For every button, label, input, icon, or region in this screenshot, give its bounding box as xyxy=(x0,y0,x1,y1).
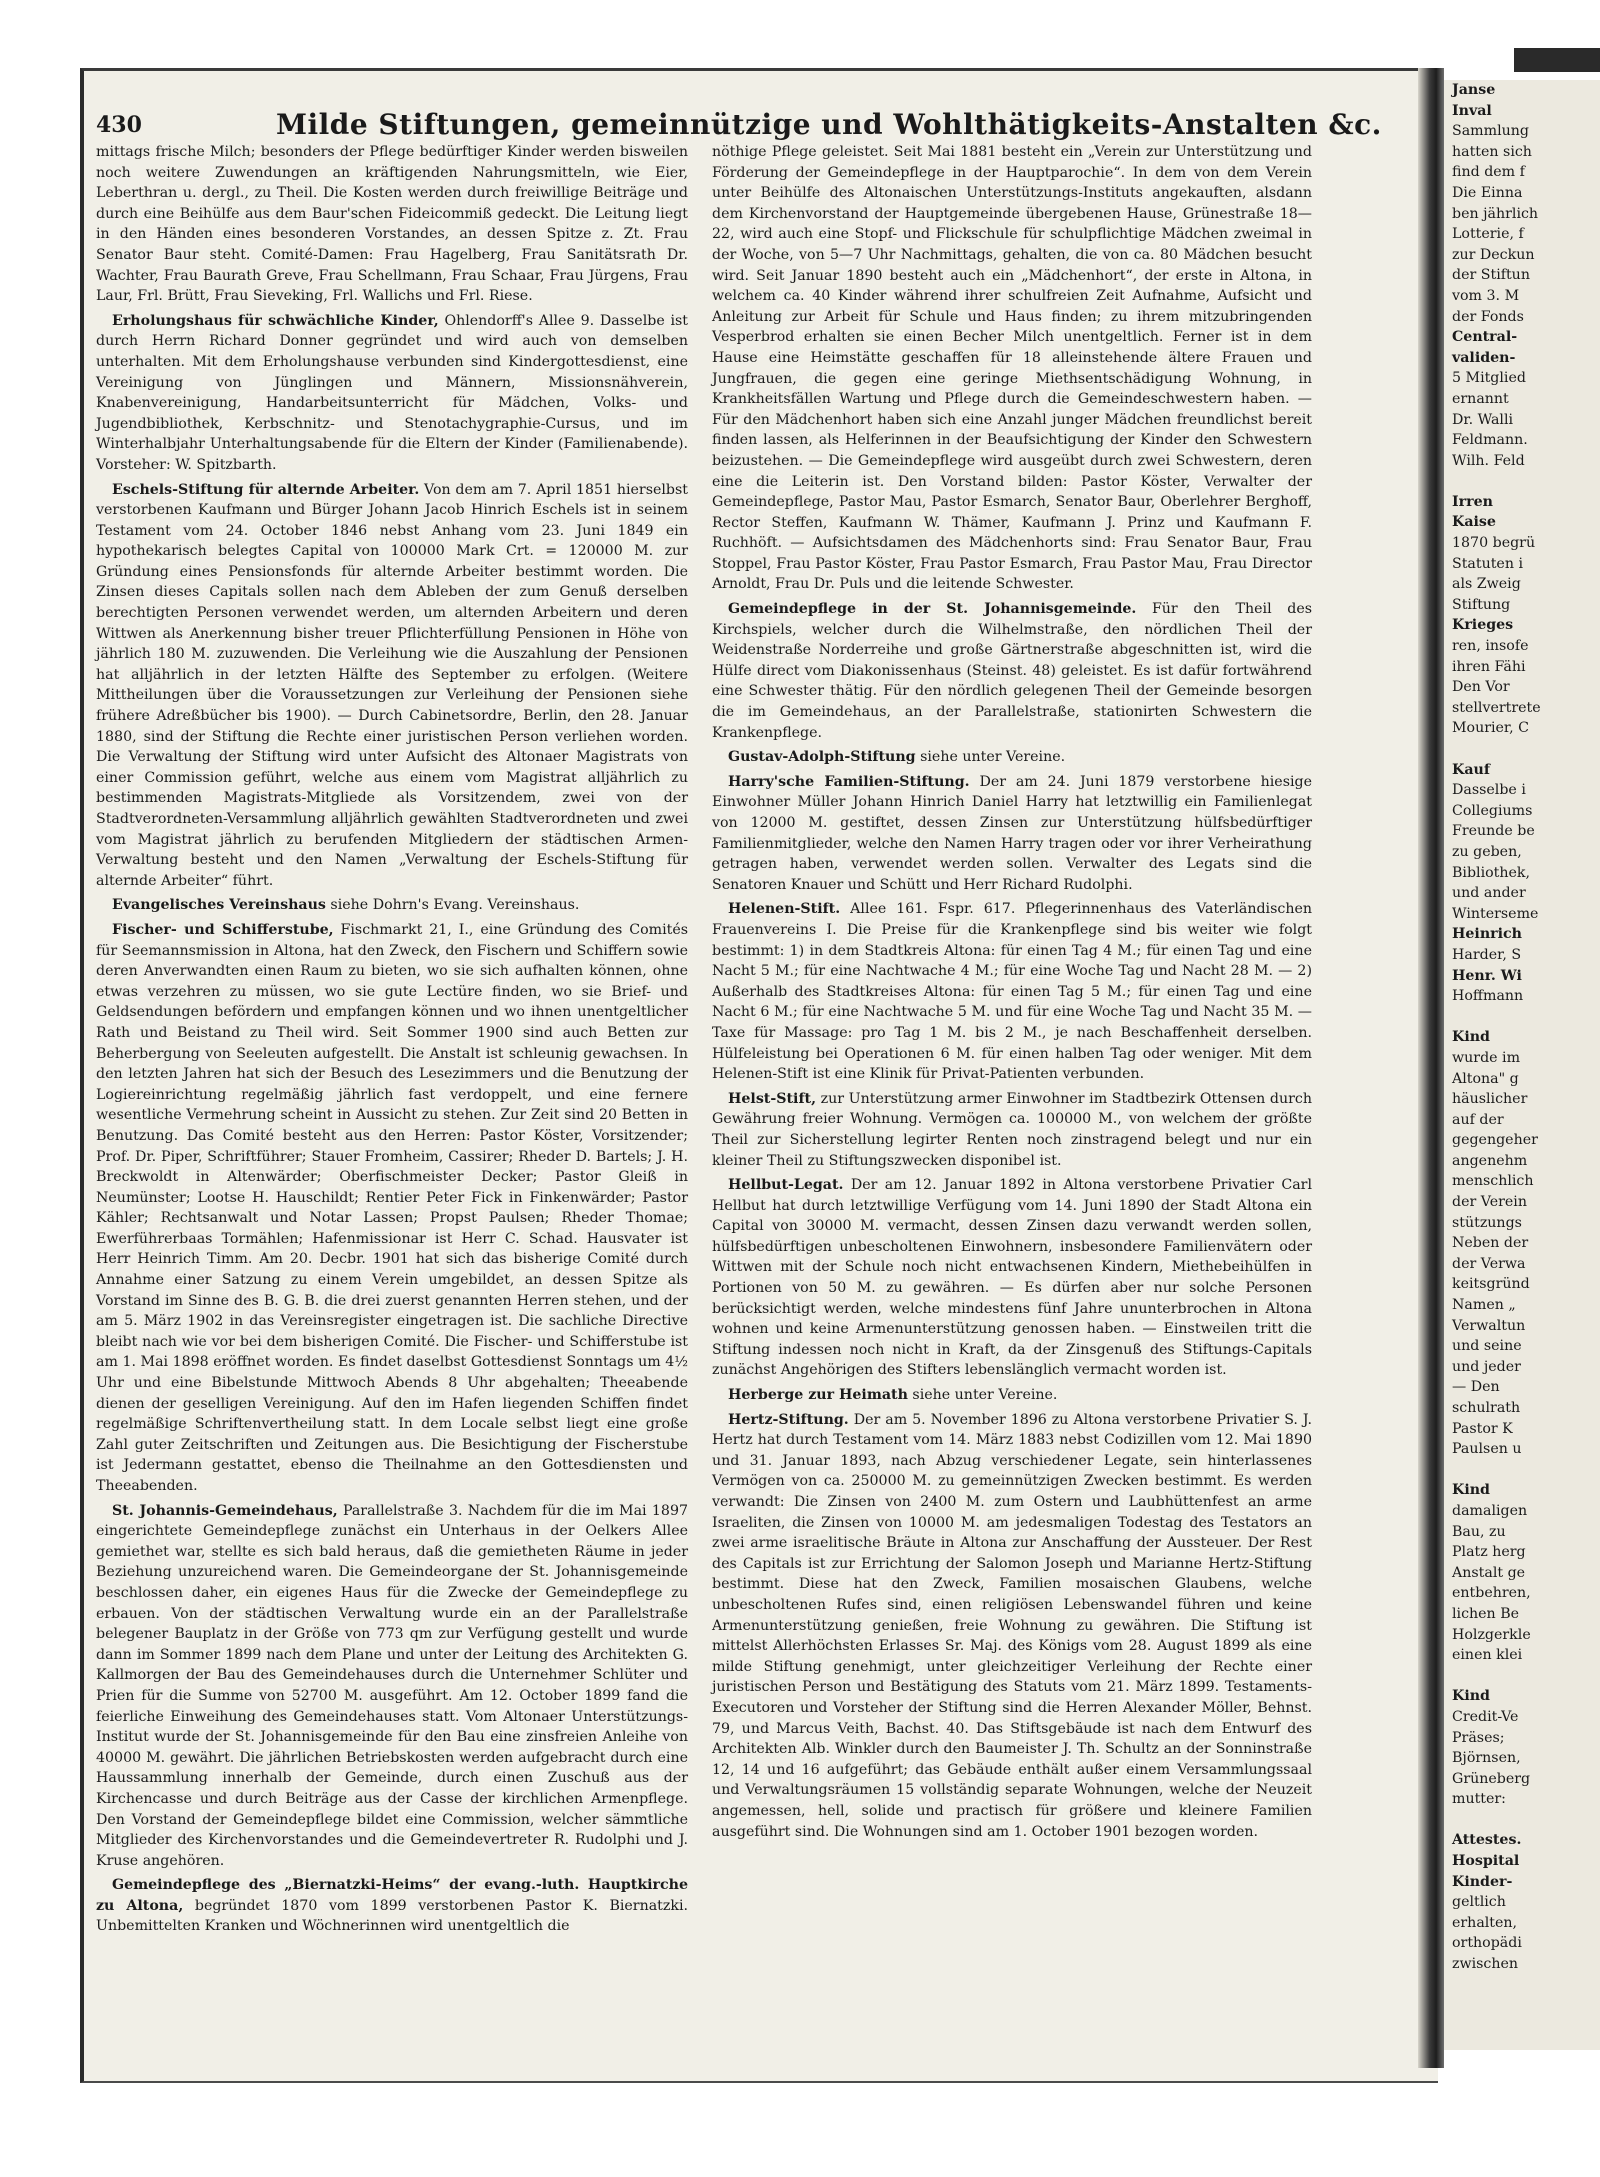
right-page-line: Collegiums xyxy=(1452,802,1533,819)
right-page-line: Präses; xyxy=(1452,1729,1505,1746)
entry-text: Der am 5. November 1896 zu Altona verstorbene Privatier S. J. Hertz hat durch Testament vom 14. März 1883 nebst Codizillen vom 12. Mai 1890 und 31. Januar 1893, nach Abzug verschiedener Legate, sein hinterlassenes Vermögen von ca. 250000 M. zu gemeinnützigen Zwecken bestimmt. Es werden verwandt: Die Zinsen von 2400 M. zum Ostern und Laubhüttenfest an arme Israeliten, die Zinsen von 10000 M. am jedesmaligen Todestag des Testators an zwei arme israelitische Bräute in Altona zur Anschaffung der Aussteuer. Der Rest des Capitals ist zur Errichtung der Salomon Joseph und Marianne Hertz-Stiftung bestimmt. Diese hat den Zweck, Familien mosaischen Glaubens, welche unbescholtenen Rufes sind, einen religiösen Lebenswandel führen und keine Armenunterstützung genießen, freie Wohnung zu gewähren. Die Stiftung ist mittelst Allerhöchsten Erlasses Sr. Maj. des Königs vom 28. August 1899 als eine milde Stiftung genehmigt, unter gleichzeitiger Verleihung der Rechte einer juristischen Person und Bestätigung des Statuts vom 21. März 1899. Testaments-Executoren und Vorsteher der Stiftung sind die Herren Alexander Möller, Behnst. 79, und Marcus Veith, Bachst. 40. Das Stiftsgebäude ist nach dem Entwurf des Architekten Alb. Winkler durch den Baumeister J. Th. Schultz an der Sonninstraße 12, 14 und 16 aufgeführt; das Gebäude enthält außer einem Versammlungssaal und Verwaltungsräumen 15 vollständig separate Wohnungen, welche der Neuzeit angemessen, hell, solide und practisch für größere und kleinere Familien ausgeführt sind. Die Wohnungen sind am 1. October 1901 bezogen worden. xyxy=(712,1411,1312,1840)
article-entry xyxy=(712,1175,1312,1381)
right-page-line: Attestes. xyxy=(1452,1832,1522,1849)
right-page-line: der Verein xyxy=(1452,1194,1527,1211)
right-page-line: 1870 begrü xyxy=(1452,535,1536,552)
entry-text: begründet 1870 vom 1899 verstorbenen Pastor K. Biernatzki. Unbemittelten Kranken und Wöchnerinnen wird unentgeltlich die xyxy=(96,1897,689,1935)
right-page-line: Holzgerkle xyxy=(1452,1626,1531,1643)
entry-heading: Eschels-Stiftung für alternde Arbeiter. xyxy=(112,481,420,498)
right-page-line: wurde im xyxy=(1452,1049,1521,1066)
right-page-line: stützungs xyxy=(1452,1214,1522,1231)
right-page-line: Platz herg xyxy=(1452,1544,1526,1561)
right-page-line: auf der xyxy=(1452,1111,1504,1128)
running-title: Milde Stiftungen, gemeinnützige und Wohlthätigkeits-Anstalten &c. xyxy=(276,108,1382,141)
right-page-line: Paulsen u xyxy=(1452,1441,1522,1458)
right-page-line: Janse xyxy=(1452,82,1496,98)
right-page-line: zu geben, xyxy=(1452,843,1522,860)
right-page-line: und seine xyxy=(1452,1338,1522,1355)
right-page-line: Kind xyxy=(1452,1688,1490,1705)
right-page-line: schulrath xyxy=(1452,1400,1521,1416)
entry-heading: Helst-Stift, xyxy=(728,1090,817,1107)
right-page-line: — Den xyxy=(1452,1379,1500,1396)
entry-text: Der am 12. Januar 1892 in Altona verstorbene Privatier Carl Hellbut hat durch letztwillige Verfügung vom 14. Juni 1890 der Stadt Altona ein Capital von 30000 M. vermacht, dessen Zinsen dazu verwandt werden sollen, hülfsbedürftigen unbescholtenen Einwohnern, insbesondere Familienvätern oder Wittwen mit der Schule noch nicht entwachsenen Kindern, Miethebeihülfen in Portionen von 50 M. zu gewähren. — Es dürfen aber nur solche Personen berücksichtigt werden, welche mindestens fünf Jahre ununterbrochen in Altona wohnen und keine Armenunterstützung genossen haben. — Einstweilen tritt die Stiftung indessen noch nicht in Kraft, da der Zinsgenuß des Stiftungs-Capitals zunächst Angehörigen des Stifters lebenslänglich vermacht worden ist. xyxy=(712,1177,1312,1379)
right-page-line: der Verwa xyxy=(1452,1255,1526,1272)
right-page-line: gegengeher xyxy=(1452,1132,1538,1149)
right-page-line: erhalten, xyxy=(1452,1914,1518,1931)
right-page-line: Stiftung xyxy=(1452,596,1511,613)
scan-corner-mark xyxy=(1514,48,1600,72)
right-page-line: Bibliothek, xyxy=(1452,864,1531,881)
entry-text: Ohlendorff's Allee 9. Dasselbe ist durch Herrn Richard Donner gegründet und wird auch von demselben unterhalten. Mit dem Erholungshause verbunden sind Kindergottesdienst, eine Vereinigung von Jünglingen und Männern, Missionsnähverein, Knabenvereinigung, Handarbeitsunterricht für Mädchen, Volks- und Jugendbibliothek, Kerbschnitz- und Stenotachygraphie-Cursus, und im Winterhalbjahr Unterhaltungsabende für die Eltern der Kinder (Familienabende). Vorsteher: W. Spitzbarth. xyxy=(96,312,688,473)
right-page-line xyxy=(1444,471,1600,492)
right-page-line: Lotterie, f xyxy=(1452,226,1524,243)
right-page-line xyxy=(1444,1666,1600,1687)
article-entry xyxy=(96,1501,688,1872)
right-page-line: der Stiftun xyxy=(1452,267,1530,284)
right-page-line: der Fonds xyxy=(1452,308,1524,325)
entry-text: nöthige Pflege geleistet. Seit Mai 1881 besteht ein „Verein zur Unterstützung und Förderung der Gemeindepflege in der Hauptparochie“. In dem von dem Verein unter Beihülfe des Altonaischen Unterstützungs-Instituts angekauften, alsdann dem Kirchenvorstand der Hauptgemeinde übergebenen Hause, Grünestraße 18—22, wird auch eine Stopf- und Flickschule für schulpflichtige Mädchen zweimal in der Woche, von 5—7 Uhr Nachmittags, gehalten, die von ca. 80 Mädchen besucht wird. Seit Januar 1890 besteht auch ein „Mädchenhort“, der erste in Altona, in welchem ca. 40 Kinder während ihrer schulfreien Zeit Aufnahme, Aufsicht und Anleitung zur Arbeit für Schule und Haus finden; zu ihrem mitzubringenden Vesperbrod erhalten sie einen Becher Milch unentgeltlich. Ferner ist in dem Hause eine Heimstätte geschaffen für 18 alleinstehende ältere Frauen und Jungfrauen, die gegen eine geringe Miethsentschädigung Wohnung, in Krankheitsfällen Wartung und Pflege durch die Gemeindeschwestern haben. — Für den Mädchenhort haben sich eine Anzahl junger Mädchen freundlichst bereit finden lassen, als Helferinnen in der Beaufsichtigung der Kinder den Schwestern beizustehen. — Die Gemeindepflege wird ausgeübt durch zwei Schwestern, deren eine die Leiterin ist. Den Vorstand bilden: Pastor Köster, Verwalter der Gemeindepflege, Pastor Mau, Pastor Esmarch, Senator Baur, Oberlehrer Berghoff, Rector Steffen, Kaufmann W. Thämer, Kaufmann J. Prinz und Kaufmann F. Ruchhöft. — Aufsichtsdamen des Mädchenhorts sind: Frau Senator Baur, Frau Stoppel, Frau Pastor Köster, Frau Pastor Esmarch, Frau Pastor Mau, Frau Director Arnoldt, Frau Dr. Puls und die leitende Schwester. xyxy=(712,144,1312,593)
entry-heading: Herberge zur Heimath xyxy=(728,1387,908,1404)
right-page-fragment xyxy=(1444,80,1600,2050)
right-page-line: Wilh. Feld xyxy=(1452,452,1525,469)
right-page-line: Statuten i xyxy=(1452,555,1523,572)
right-page-line: lichen Be xyxy=(1452,1605,1520,1622)
article-entry xyxy=(712,142,1312,595)
right-page-line: Dr. Walli xyxy=(1452,411,1514,428)
right-page-line: Kaise xyxy=(1452,514,1496,531)
entry-text: siehe Dohrn's Evang. Vereinshaus. xyxy=(325,897,580,914)
entry-text: siehe unter Vereine. xyxy=(915,749,1066,766)
page-header xyxy=(96,108,1416,142)
right-page-line: ren, insofe xyxy=(1452,638,1529,655)
entry-text: mittags frische Milch; besonders der Pflege bedürftiger Kinder werden bisweilen noch weitere Zuwendungen an kräftigenden Nahrungsmitteln, wie Eier, Leberthran u. dergl., zu Theil. Die Kosten werden durch freiwillige Beiträge und durch eine Beihülfe aus dem Baur'schen Fideicommiß gedeckt. Die Leitung liegt in den Händen eines besonderen Vorstandes, an dessen Spitze z. Zt. Frau Senator Baur steht. Comité-Damen: Frau Hagelberg, Frau Sanitätsrath Dr. Wachter, Frau Baurath Greve, Frau Schellmann, Frau Schaar, Frau Jürgens, Frau Laur, Frl. Brütt, Frau Sieveking, Frl. Wallichs und Frl. Riese. xyxy=(96,144,688,305)
right-page-line: Kauf xyxy=(1452,761,1490,778)
entry-heading: Hellbut-Legat. xyxy=(728,1177,844,1194)
right-page-line: Den Vor xyxy=(1452,679,1510,696)
article-entry xyxy=(96,920,688,1497)
article-entry xyxy=(96,1875,688,1937)
book-fold xyxy=(1418,68,1444,2068)
right-page-line: Kinder- xyxy=(1452,1873,1513,1890)
right-page-line: Central- xyxy=(1452,329,1518,346)
right-page-line: häuslicher xyxy=(1452,1091,1528,1108)
right-page-line: Dasselbe i xyxy=(1452,782,1526,799)
article-entry xyxy=(712,1410,1312,1842)
entry-text: Fischmarkt 21, I., eine Gründung des Comités für Seemannsmission in Altona, hat den Zweck, den Fischern und Schiffern sowie deren Anverwandten einen Raum zu bieten, wo sie sich aufhalten können, ohne etwas verzehren zu müssen, wo sie gute Lectüre finden, wo sie Brief- und Geldsendungen befördern und empfangen können und wo ihnen unentgeltlicher Rath und Beistand zu Theil wird. Seit Sommer 1900 sind auch Betten zur Beherbergung von Seeleuten aufgestellt. Die Anstalt ist schleunig gewachsen. In den letzten Jahren hat sich der Besuch des Lesezimmers und die Benutzung der Logiereinrichtung regelmäßig jährlich fast verdoppelt, und eine fernere wesentliche Vermehrung scheint in Aussicht zu stehen. Zur Zeit sind 20 Betten in Benutzung. Das Comité besteht aus den Herren: Pastor Köster, Vorsitzender; Prof. Dr. Piper, Schriftführer; Stauer Fromheim, Cassirer; Rheder D. Bartels; J. H. Breckwoldt in Altenwärder; Oberfischmeister Decker; Pastor Gleiß in Neumünster; Lootse H. Hauschildt; Rentier Peter Fick in Finkenwärder; Pastor Kähler; Rechtsanwalt und Notar Lassen; Propst Paulsen; Rheder Thomae; Ewerführerbaas Tormählen; Hafenmissionar ist Herr C. Schad. Hausvater ist Herr Heinrich Timm. Am 20. Decbr. 1901 hat sich das bisherige Comité durch Annahme einer Satzung zu einem Verein umgebildet, an dessen Spitze als Vorstand im Sinne des B. G. B. die drei zuerst genannten Herren stehen, und der am 5. März 1902 in das Vereinsregister eingetragen ist. Die sachliche Directive bleibt nach wie vor bei dem bisherigen Comité. Die Fischer- und Schifferstube ist am 1. Mai 1898 eröffnet worden. Es findet daselbst Gottesdienst Sonntags um 4½ Uhr und eine Bibelstunde Mittwoch Abends 8 Uhr abgehalten; Theeabende dienen der geselligen Vereinigung. Auf den im Hafen liegenden Schiffen findet regelmäßige Schriftenvertheilung statt. In dem Locale selbst liegt eine große Zahl guter Zeitschriften und Zeitungen aus. Die Besichtigung der Fischerstube ist Jedermann gestattet, ebenso die Theilnahme an den Gottesdiensten und Theeabenden. xyxy=(96,921,688,1494)
right-page-line: Kind xyxy=(1452,1482,1490,1499)
right-page-line: Kind xyxy=(1452,1029,1490,1046)
right-page-line: Anstalt ge xyxy=(1452,1564,1526,1581)
entry-heading: Helenen-Stift. xyxy=(728,901,841,918)
right-page-line: damaligen xyxy=(1452,1502,1528,1519)
right-page-line: zwischen xyxy=(1452,1956,1519,1973)
entry-text: zur Unterstützung armer Einwohner im Stadtbezirk Ottensen durch Gewährung freier Wohnung. Vermögen ca. 100000 M., von welchem der größte Theil zur Sicherstellung legirter Renten noch zinstragend belegt und nur ein kleiner Theil zu Stiftungszwecken disponibel ist. xyxy=(712,1090,1312,1169)
entry-heading: Fischer- und Schifferstube, xyxy=(112,921,334,938)
article-entry xyxy=(96,895,688,916)
article-entry xyxy=(712,772,1312,896)
right-page-line: find dem f xyxy=(1452,164,1525,181)
page-number: 430 xyxy=(96,112,142,138)
right-page-line: Neben der xyxy=(1452,1235,1529,1252)
entry-text: Der am 24. Juni 1879 verstorbene hiesige Einwohner Müller Johann Hinrich Daniel Harry hat letztwillig ein Familienlegat von 12000 M. gestiftet, dessen Zinsen zur Unterstützung hülfsbedürftiger Familienmitglieder, welche den Namen Harry tragen oder vor ihrer Verheirathung getragen haben, verwendet werden sollen. Verwalter des Legats sind die Senatoren Knauer und Schütt und Herr Richard Rudolphi. xyxy=(712,773,1312,893)
right-page-line: Harder, S xyxy=(1452,946,1522,963)
right-page-line: angenehm xyxy=(1452,1152,1528,1169)
right-page-line: Namen „ xyxy=(1452,1297,1516,1314)
article-entry xyxy=(712,599,1312,743)
right-page-line: als Zweig xyxy=(1452,576,1521,593)
right-page-line: Altona" g xyxy=(1452,1070,1519,1087)
article-entry xyxy=(96,142,688,307)
right-page-line: Feldmann. xyxy=(1452,432,1528,449)
right-page-line: Heinrich xyxy=(1452,926,1522,943)
right-page-line: Irren xyxy=(1452,493,1493,510)
entry-heading: Hertz-Stiftung. xyxy=(728,1411,849,1428)
right-page-line: Bau, zu xyxy=(1452,1523,1506,1540)
right-page-line: Inval xyxy=(1452,102,1492,119)
right-page-line: Credit-Ve xyxy=(1452,1708,1519,1725)
right-page-line: Hospital xyxy=(1452,1853,1520,1870)
right-page-line: hatten sich xyxy=(1452,143,1532,160)
entry-heading: Erholungshaus für schwächliche Kinder, xyxy=(112,312,439,329)
right-page-line: Pastor K xyxy=(1452,1420,1513,1437)
right-page-line: entbehren, xyxy=(1452,1585,1531,1602)
right-page-line: Krieges xyxy=(1452,617,1514,634)
scan-margin xyxy=(0,0,1600,48)
article-entry xyxy=(712,1385,1312,1406)
article-entry xyxy=(96,311,688,476)
right-page-line: ernannt xyxy=(1452,390,1509,407)
entry-text: Von dem am 7. April 1851 hierselbst verstorbenen Kaufmann und Bürger Johann Jacob Hinrich Eschels ist in seinem Testament vom 24. October 1846 nebst Anhang vom 23. Juni 1849 ein hypothekarisch belegtes Capital von 100000 Mark Crt. = 120000 M. zur Gründung eines Pensionsfonds für alternde Arbeiter bestimmt worden. Die Zinsen dieses Capitals sollen nach dem Ableben der zum Genuß derselben berechtigten Personen verwendet werden, um alternden Arbeitern und deren Wittwen als Anerkennung bisher treuer Pflichterfüllung Pensionen in Höhe von jährlich 180 M. zuzuwenden. Die Verleihung wie die Auszahlung der Pensionen hat alljährlich in der letzten Hälfte des September zu erfolgen. (Weitere Mittheilungen über die Voraussetzungen zur Verleihung der Pensionen siehe frühere Adreßbücher bis 1900). — Durch Cabinetsordre, Berlin, den 28. Januar 1880, sind der Stiftung die Rechte einer juristischen Person verliehen worden. Die Verwaltung der Stiftung wird unter Aufsicht des Altonaer Magistrats von einer Commission geführt, welche aus einem vom Magistrat alljährlich zu bestimmenden Magistrats-Mitgliede als Vorsitzendem, zwei von der Stadtverordneten-Versammlung alljährlich gewählten Stadtverordneten und zwei vom Magistrat jährlich zu berufenden Mitgliedern der städtischen Armen-Verwaltung besteht und den Namen „Verwaltung der Eschels-Stiftung für alternde Arbeiter“ führt. xyxy=(96,481,688,889)
right-page-line: validen- xyxy=(1452,349,1516,366)
right-column xyxy=(712,142,1312,1846)
right-page-line: zur Deckun xyxy=(1452,246,1535,263)
right-page-line: Björnsen, xyxy=(1452,1750,1521,1767)
right-page-line: Grüneberg xyxy=(1452,1770,1531,1787)
entry-text: Für den Theil des Kirchspiels, welcher durch die Wilhelmstraße, den nördlichen Theil der Weidenstraße Norderreihe und große Gärtnerstraße abgeschnitten ist, wird die Hülfe direct vom Diakonissenhaus (Steinst. 48) geleistet. Es ist dafür fortwährend eine Schwester thätig. Für den nördlich gelegenen Theil der Gemeinde besorgen die im Gemeindehaus, an der Parallelstraße, stationirten Schwestern die Krankenpflege. xyxy=(712,601,1312,741)
right-page-line xyxy=(1444,739,1600,760)
right-page-line: Winterseme xyxy=(1452,905,1539,922)
entry-text: Allee 161. Fspr. 617. Pflegerinnenhaus des Vaterländischen Frauenvereins I. Die Preise für die Krankenpflege sind bis weiter wie folgt bestimmt: 1) in dem Stadtkreis Altona: für einen Tag 4 M.; für einen Tag und eine Nacht 5 M.; für eine Nachtwache 4 M.; für eine Woche Tag und Nacht 28 M. — 2) Außerhalb des Stadtkreises Altona: für einen Tag 5 M.; für einen Tag und eine Nacht 6 M.; für eine Nachtwache 5 M. und für eine Woche Tag und Nacht 35 M. — Taxe für Massage: pro Tag 1 M. bis 2 M., je nach Beschaffenheit derselben. Hülfeleistung bei Operationen 6 M. für einen halben Tag oder weniger. Mit dem Helenen-Stift ist eine Klinik für Privat-Patienten verbunden. xyxy=(712,901,1312,1083)
article-entry xyxy=(712,747,1312,768)
right-page-line: menschlich xyxy=(1452,1173,1534,1190)
right-page-line: Mourier, C xyxy=(1452,720,1530,737)
entry-text: siehe unter Vereine. xyxy=(907,1387,1058,1404)
entry-heading: St. Johannis-Gemeindehaus, xyxy=(112,1502,338,1519)
right-page-line: und ander xyxy=(1452,885,1526,902)
left-column xyxy=(96,142,688,1941)
right-page-line: vom 3. M xyxy=(1452,287,1520,304)
right-page-line: 5 Mitglied xyxy=(1452,370,1526,387)
right-page-line: keitsgründ xyxy=(1452,1276,1530,1293)
entry-heading: Harry'sche Familien-Stiftung. xyxy=(728,773,970,790)
right-page-line: Henr. Wi xyxy=(1452,967,1522,984)
article-entry xyxy=(712,1089,1312,1171)
entry-text: Parallelstraße 3. Nachdem für die im Mai 1897 eingerichtete Gemeindepflege zunächst ein Unterhaus in der Oelkers Allee gemiethet war, stellte es sich bald heraus, daß die gemietheten Räume in jeder Beziehung unzureichend waren. Die Gemeindeorgane der St. Johannisgemeinde beschlossen daher, ein eigenes Haus für die Zwecke der Gemeindepflege zu erbauen. Von der städtischen Verwaltung wurde ein an der Parallelstraße belegener Bauplatz in der Größe von 773 qm zur Verfügung gestellt und wurde dann im Sommer 1899 nach dem Plane und unter der Leitung des Architekten G. Kallmorgen der Bau des Gemeindehauses durch die Unternehmer Schlüter und Prien für die Summe von 52700 M. ausgeführt. Am 12. October 1899 fand die feierliche Einweihung des Gemeindehauses statt. Vom Altonaer Unterstützungs-Institut wurde der St. Johannisgemeinde für den Bau eine zinsfreien Anleihe von 40000 M. gewährt. Die jährlichen Betriebskosten werden aufgebracht durch eine Haussammlung innerhalb der Gemeinde, durch einen Zuschuß aus der Kirchencasse und durch Beiträge aus der Casse der kirchlichen Armenpflege. Den Vorstand der Gemeindepflege bildet eine Commission, welcher sämmtliche Mitglieder des Kirchenvorstandes und die Gemeindevertreter R. Rudolphi und J. Kruse angehören. xyxy=(96,1502,688,1869)
right-page-line: orthopädi xyxy=(1452,1935,1522,1952)
entry-heading: Evangelisches Vereinshaus xyxy=(112,897,326,914)
right-page-line: Hoffmann xyxy=(1452,988,1524,1005)
right-page-line: mutter: xyxy=(1452,1791,1506,1808)
right-page-line: und jeder xyxy=(1452,1358,1521,1375)
right-page-line: Die Einna xyxy=(1452,184,1523,201)
entry-heading: Gustav-Adolph-Stiftung xyxy=(728,749,916,766)
right-page-line: Sammlung xyxy=(1452,123,1529,140)
right-page-line: einen klei xyxy=(1452,1647,1523,1664)
entry-heading: Gemeindepflege in der St. Johannisgemeinde. xyxy=(728,601,1137,618)
right-page-line xyxy=(1444,1810,1600,1831)
right-page-line xyxy=(1444,1460,1600,1481)
right-page-line: stellvertrete xyxy=(1452,699,1541,716)
right-page-line: Verwaltun xyxy=(1452,1317,1526,1334)
right-page-line: ihren Fähi xyxy=(1452,658,1526,675)
article-entry xyxy=(96,480,688,892)
right-page-line xyxy=(1444,1007,1600,1028)
right-page-line: ben jährlich xyxy=(1452,205,1539,222)
article-entry xyxy=(712,899,1312,1084)
right-page-line: Freunde be xyxy=(1452,823,1535,840)
right-page-line: geltlich xyxy=(1452,1894,1506,1911)
entry-heading: Gemeindepflege des „Biernatzki-Heims“ der evang.-luth. Hauptkirche zu Altona, xyxy=(96,1877,688,1914)
